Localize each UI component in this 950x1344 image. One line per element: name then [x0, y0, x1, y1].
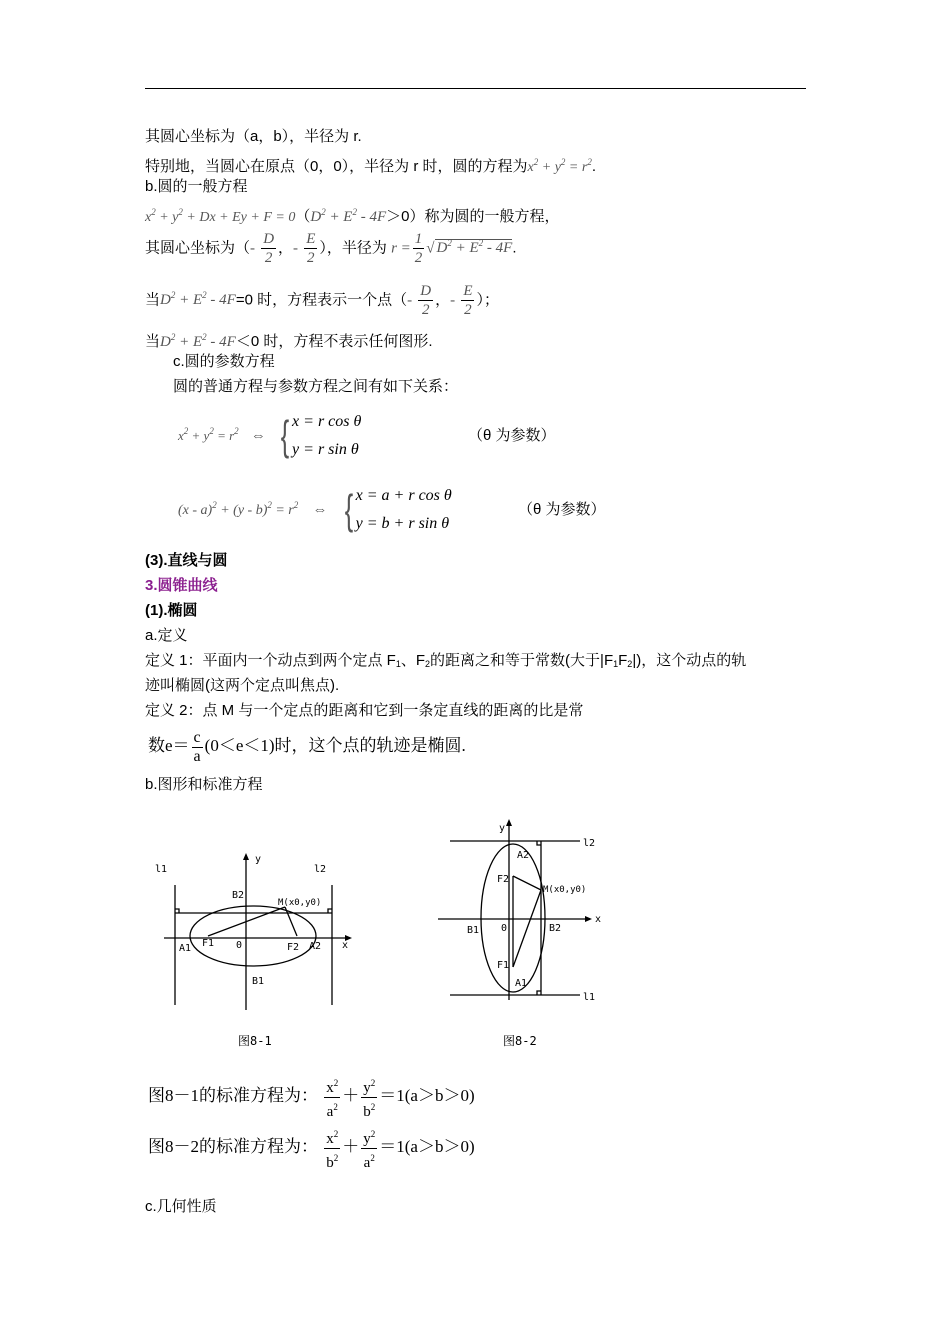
fig2-label-l2: l2 — [583, 838, 596, 849]
definition-1-cont: 迹叫椭圆(这两个定点叫焦点). — [145, 677, 340, 694]
param-eq-heading: c.圆的参数方程 — [173, 353, 275, 370]
origin-circle-line: 特别地，当圆心在原点（0，0），半径为 r 时，圆的方程为$x^2 + y^2 = r^2$. — [145, 157, 596, 175]
fig1-label-m: M(x0,y0) — [278, 898, 322, 908]
param-eq-2: $(x - a)^2 + (y - b)^2 = r^2$ ⇔ { x = a + r cos θ y = b + r sin θ — [178, 486, 452, 533]
fig1-label-f1: F1 — [202, 938, 215, 949]
fig2-label-l1: l1 — [583, 992, 596, 1003]
fig2-label-f1: F1 — [497, 960, 510, 971]
figure-8-2-caption: 图8-2 — [503, 1034, 537, 1048]
definition-1: 定义 1：平面内一个动点到两个定点 $F_1$、$F_2$的距离之和等于常数(大于$|F_1F_2|$)，这个动点的轨 — [145, 652, 747, 669]
fig1-label-a2: A2 — [309, 941, 322, 952]
geometry-heading: c.几何性质 — [145, 1198, 217, 1215]
fig1-label-a1: A1 — [179, 943, 192, 954]
ellipse-figure-8-1 — [150, 850, 365, 1050]
fig1-label-b2: B2 — [232, 890, 245, 901]
param-eq-1: $x^2 + y^2 = r^2$ ⇔ { x = r cos θ y = r sin θ — [178, 412, 362, 459]
standard-eq-8-2: 图8－2的标准方程为： $\frac{x^2}{b^2}$ ＋ $\frac{y^2}{a^2}$ ＝1(a＞b＞0) — [148, 1123, 475, 1172]
fig2-label-a2: A2 — [517, 850, 530, 861]
param-note-1: （θ 为参数） — [468, 427, 556, 444]
fig2-label-b1: B1 — [467, 925, 480, 936]
fig2-label-y: y — [499, 823, 506, 834]
fig2-label-x: x — [595, 914, 602, 925]
fig1-label-f2: F2 — [287, 942, 300, 953]
definition-label: a.定义 — [145, 627, 188, 644]
definition-2-cont: 数e＝ $\frac{c}{a}$ (0＜e＜1)时，这个点的轨迹是椭圆. — [148, 728, 466, 765]
param-relation-line: 圆的普通方程与参数方程之间有如下关系： — [173, 378, 459, 395]
general-center-line: 其圆心坐标为（- $\frac{D}{2}$ ，- $\frac{E}{2}$ ），半径为 r = $\frac{1}{2}$ √ $D^2 + E^2 - 4F$. — [145, 231, 517, 266]
figure-8-1-caption: 图8-1 — [238, 1034, 272, 1048]
line-circle-heading: (3).直线与圆 — [145, 552, 228, 569]
fig1-label-l1: l1 — [155, 864, 168, 875]
ellipse-figure-8-2 — [435, 815, 610, 1010]
conic-heading: 3.圆锥曲线 — [145, 577, 218, 594]
fig1-label-b1: B1 — [252, 976, 265, 987]
point-case-line: 当$D^2 + E^2 - 4F=0$ 时，方程表示一个点（- $\frac{D}{2}$ ，- $\frac{E}{2}$ ）； — [145, 283, 499, 318]
fig2-label-f2: F2 — [497, 874, 510, 885]
fig1-label-origin: 0 — [236, 940, 243, 951]
no-graph-line: 当$D^2 + E^2 - 4F<0$ 时，方程不表示任何图形. — [145, 332, 433, 350]
general-eq-line: $x^2 + y^2 + Dx + Ey + F = 0(D^2 + E^2 - 4F>0)$称为圆的一般方程， — [145, 207, 560, 225]
fig2-label-m: M(x0,y0) — [543, 885, 587, 895]
fig1-label-l2: l2 — [314, 864, 327, 875]
fig2-label-origin: 0 — [501, 923, 508, 934]
param-note-2: （θ 为参数） — [518, 501, 606, 518]
definition-2: 定义 2：点 M 与一个定点的距离和它到一条定直线的距离的比是常 — [145, 702, 584, 719]
ellipse-heading: (1).椭圆 — [145, 602, 198, 619]
fig2-label-a1: A1 — [515, 978, 528, 989]
figure-heading: b.图形和标准方程 — [145, 776, 263, 793]
general-eq-heading: b.圆的一般方程 — [145, 178, 248, 195]
fig1-label-x: x — [342, 940, 349, 951]
standard-eq-8-1: 图8－1的标准方程为： $\frac{x^2}{a^2}$ ＋ $\frac{y^2}{b^2}$ ＝1(a＞b＞0) — [148, 1072, 475, 1121]
fig2-label-b2: B2 — [549, 923, 562, 934]
fig1-label-y: y — [255, 854, 262, 865]
circle-center-line: 其圆心坐标为（a，b），半径为 r. — [145, 128, 362, 145]
header-rule — [145, 88, 806, 89]
